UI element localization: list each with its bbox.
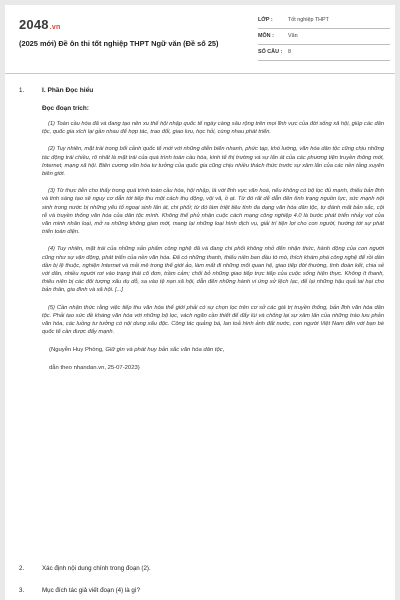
meta-label: SỐ CÂU : (258, 49, 283, 55)
passage-paragraph-5: (5) Cần nhận thức rằng việc tiếp thu văn hóa thế giới phải có sự chọn lọc trên cơ sở các giá trị truyền thống, bản lĩnh văn hóa dân tộc. Phải tạo sức đề kháng văn hóa với những bộ lọc, vách ngăn cần thiết để đẩy lùi và chống lại sự xâm lấn của những trào lưu phản văn hóa, các luồng tư tưởng có nội dung xấu độc. Công tác quảng bá, lan toả hình ảnh đất nước, con người Việt Nam đến với bạn bè quốc tế cần được đẩy mạnh. (42, 304, 384, 336)
logo-tld: .vn (49, 24, 61, 31)
section-title: I. Phần Đọc hiểu (42, 87, 94, 94)
passage-paragraph-2: (2) Tuy nhiên, mặt trái trong bối cảnh quốc tế mới với những diễn biến nhanh, phức tạp, khó lường, văn hóa dân tộc cũng chịu những tác động trái chiều, rõ nhất là mặt trái của quá trình toàn cầu hóa, kinh tế thị trường và sự lấn át của các phương tiện truyền thông mới, Internet, mạng xã hội. Biên cương văn hóa tư tưởng của quốc gia cũng chịu nhiều thách thức trước sự xâm lấn của các nền tảng xuyên biên giới. (42, 146, 384, 178)
question-number: 3. (19, 587, 25, 594)
question-text: Xác định nội dung chính trong đoạn (2). (42, 565, 151, 572)
reading-label: Đọc đoạn trích: (42, 105, 89, 112)
meta-label: MÔN : (258, 33, 274, 39)
document-page (5, 5, 395, 600)
meta-row-question-count (258, 45, 390, 61)
meta-value: 8 (288, 49, 291, 55)
meta-row-subject (258, 29, 390, 45)
citation-source: dẫn theo nhandan.vn, 25-07-2023) (49, 365, 140, 372)
question-2 (19, 565, 384, 572)
document-title: (2025 mới) Đề ôn thi tốt nghiệp THPT Ngữ văn (Đề số 25) (19, 39, 219, 48)
document-content (19, 83, 384, 371)
question-3 (19, 587, 384, 594)
meta-value: Tốt nghiệp THPT (288, 17, 329, 23)
document-header (5, 5, 395, 63)
header-divider (5, 73, 395, 74)
meta-value: Văn (288, 33, 298, 39)
question-1 (19, 87, 384, 371)
citation (42, 346, 384, 354)
logo-main: 2048 (19, 17, 49, 32)
meta-row-class (258, 13, 390, 29)
question-number: 2. (19, 565, 25, 572)
site-logo[interactable] (19, 17, 60, 32)
citation-author: (Nguyễn Huy Phòng, (49, 347, 106, 354)
passage-paragraph-3: (3) Từ thực tiễn cho thấy trong quá trình toàn cầu hóa, hội nhập, là với lĩnh vực văn hoá, nếu không có bộ lọc đủ mạnh, thiếu bản lĩnh và tinh sáng tạo sẽ nguy cơ dẫn tới tiếp thu một cách thụ động, vội vã, ồ ạt. Từ đó rất dễ dẫn đến tình trạng nguồn lực, sức mạnh nội sinh trong nước bị những yếu tố ngoại sinh lấn át, chi phối; từ đó làm triệt tiêu tính đa dạng văn hóa dân tộc, tự đánh mất bản sắc, cội rễ và truyền thống văn hóa của dân tộc mình. Không thể phủ nhận cuộc cách mạng công nghiệp 4.0 là bước phát triển nhảy vọt của văn minh nhân loại, mở ra những không gian mới, mang lại những loại hình dịch vụ, giải trí tiện lợi cho con người, hướng tới sự phát triển toàn diện. (42, 188, 384, 236)
passage-paragraph-1: (1) Toàn cầu hóa đã và đang tạo nên xu thế hội nhập quốc tế ngày càng sâu rộng trên mọi lĩnh vực của đời sống xã hội, giúp các dân tộc, quốc gia xích lại gần nhau để hợp tác, trao đổi, giao lưu, học hỏi, cùng nhau phát triển. (42, 121, 384, 136)
question-body (42, 87, 384, 371)
question-text: Mục đích tác giả viết đoạn (4) là gì? (42, 587, 141, 594)
passage-paragraph-4: (4) Tuy nhiên, mặt trái của những sản phẩm công nghệ đã và đang chi phối không nhỏ đến nhận thức, hành động của con người cũng như sự vận động, phát triển của nền văn hóa. Đã có những thanh, thiếu niên ban đầu tò mò, thích khám phá công nghệ để rồi dần dần bị lệ thuộc, nghiện Internet và mải mê trong thế giới ảo, làm mất đi những mối quan hệ, giao tiếp đời thường, tình đoàn kết, chia sẻ với dân, nhiều người rơi vào trạng thái cô đơn, trầm cảm; chối bỏ những giao tiếp trực tiếp của cuộc sống hiện thực. Không ít thanh, thiếu niên bị các đối tượng xấu dụ dỗ, sa vào tệ nạn xã hội, dẫn đến những hành vi ứng xử lệch lạc, để lại những hậu quả tai hại cho bản thân, gia đình và xã hội. [...] (42, 246, 384, 294)
question-number: 1. (19, 87, 25, 94)
meta-label: LỚP : (258, 17, 273, 23)
citation-title: Giữ gìn và phát huy bản sắc văn hóa dân tộc, (105, 347, 225, 354)
meta-table (258, 13, 390, 61)
